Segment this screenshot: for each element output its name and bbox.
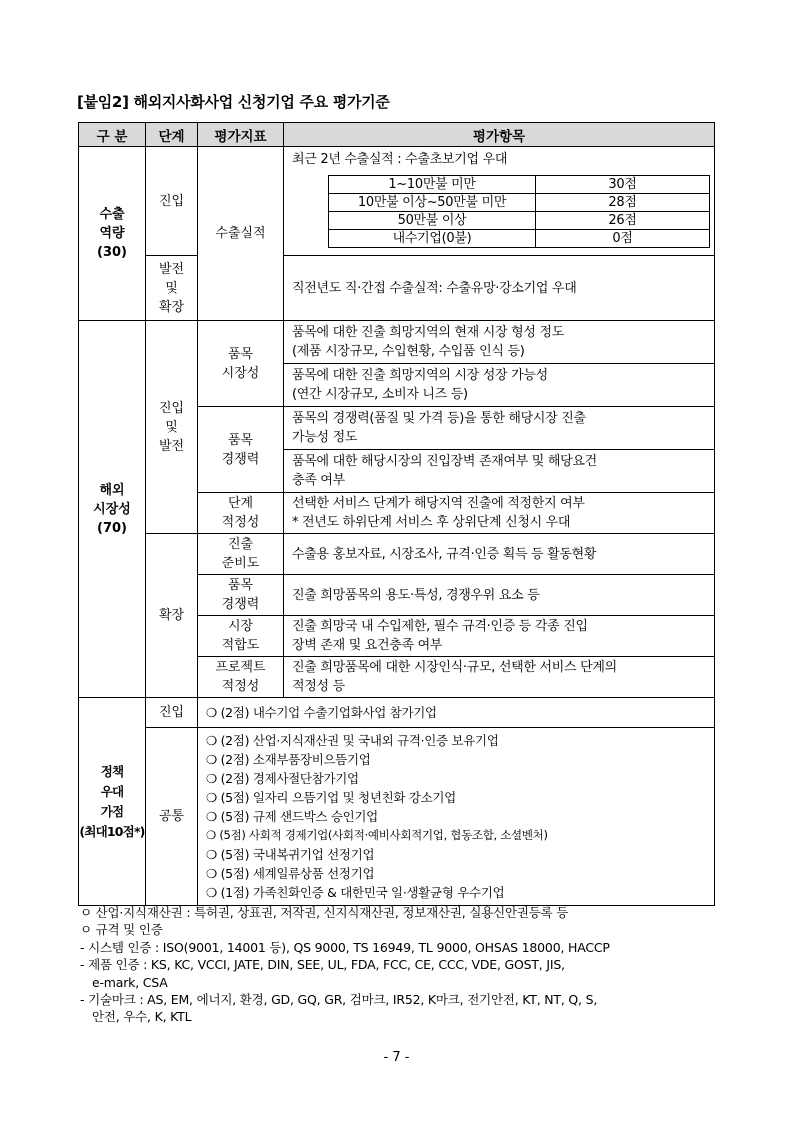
score-value: 30점 [536,176,710,194]
table-row [79,534,715,575]
category-policy-text: 정책 우대 가점 (최대10점*) [79,763,145,839]
note-product-cert-cont: e-mark, CSA [92,974,168,990]
indicator-item-competitiveness: 품목 경쟁력 [198,407,284,493]
indicator-market-fit: 시장 적합도 [198,616,284,657]
policy-item: ❍ (5점) 사회적 경제기업(사회적·예비사회적기업, 협동조합, 소셜벤처) [206,828,548,842]
table-row [79,728,715,906]
policy-item: ❍ (1점) 가족친화인증 & 대한민국 일·생활균형 우수기업 [206,885,505,900]
policy-item: ❍ (5점) 규제 샌드박스 승인기업 [206,809,378,824]
category-policy [79,698,146,906]
readiness-desc: 수출용 홍보자료, 시장조사, 규격·인증 획득 등 활동현황 [284,534,715,575]
header-stage: 단계 [146,123,198,147]
score-range: 1~10만불 미만 [329,176,536,194]
table-row [79,256,715,321]
export-score-table [328,175,710,248]
score-row [329,212,710,230]
indicator-stage-fit: 단계 적정성 [198,493,284,534]
header-items: 평가항목 [284,123,715,147]
export-entry-cell [284,147,715,256]
item-comp-2: 품목에 대한 해당시장의 진입장벽 존재여부 및 해당요건 충족 여부 [284,450,715,493]
table-row [79,147,715,256]
indicator-readiness: 진출 준비도 [198,534,284,575]
table-row [79,321,715,364]
stage-export-entry: 진입 [146,147,198,256]
table-row [79,698,715,728]
stage-policy-common: 공통 [146,728,198,906]
page-number: - 7 - [383,1050,410,1065]
policy-common-list [198,728,715,906]
header-category: 구 분 [79,123,146,147]
indicator-export-performance: 수출실적 [198,147,284,321]
score-row [329,230,710,248]
stage-export-growth: 발전 및 확장 [146,256,198,321]
note-tech-mark: - 기술마크 : AS, EM, 에너지, 환경, GD, GQ, GR, 검마크, IR52, K마크, 전기안전, KT, NT, Q, S, [80,992,598,1008]
item-comp-expand-desc: 진출 희망품목의 용도·특성, 경쟁우위 요소 등 [284,575,715,616]
score-range: 내수기업(0불) [329,230,536,248]
page-title: [붙임2] 해외지사화사업 신청기업 주요 평가기준 [77,93,390,111]
note-standards: ㅇ 규격 및 인증 [80,922,163,938]
policy-item: ❍ (2점) 경제사절단참가기업 [206,771,359,786]
item-market-2: 품목에 대한 진출 희망지역의 시장 성장 가능성 (연간 시장규모, 소비자 니즈 등) [284,364,715,407]
score-row [329,194,710,212]
export-growth-desc: 직전년도 직·간접 수출실적: 수출유망·강소기업 우대 [284,256,715,321]
score-value: 26점 [536,212,710,230]
note-system-cert: - 시스템 인증 : ISO(9001, 14001 등), QS 9000, TS 16949, TL 9000, OHSAS 18000, HACCP [80,939,610,955]
note-tech-mark-cont: 안전, 우수, K, KTL [92,1009,192,1025]
header-indicator: 평가지표 [198,123,284,147]
category-export: 수출 역량 (30) [79,147,146,321]
score-range: 50만불 이상 [329,212,536,230]
policy-entry-item: ❍ (2점) 내수기업 수출기업화사업 참가기업 [198,698,715,728]
score-row [329,176,710,194]
indicator-item-market: 품목 시장성 [198,321,284,407]
stage-fit-desc: 선택한 서비스 단계가 해당지역 진출에 적정한지 여부 * 전년도 하위단계 서비스 후 상위단계 신청시 우대 [284,493,715,534]
project-fit-desc: 진출 희망품목에 대한 시장인식·규모, 선택한 서비스 단계의 적정성 등 [284,657,715,698]
note-ip: ㅇ 산업·지식재산권 : 특허권, 상표권, 저작권, 신지식재산권, 정보재산권, 실용신안권등록 등 [80,905,569,920]
market-fit-desc: 진출 희망국 내 수입제한, 필수 규격·인증 등 각종 진입 장벽 존재 및 요건충족 여부 [284,616,715,657]
policy-item: ❍ (2점) 산업·지식재산권 및 국내외 규격·인증 보유기업 [206,733,499,748]
stage-policy-entry: 진입 [146,698,198,728]
score-range: 10만불 이상~50만불 미만 [329,194,536,212]
item-comp-1: 품목의 경쟁력(품질 및 가격 등)을 통한 해당시장 진출 가능성 정도 [284,407,715,450]
footnotes [80,904,720,1026]
stage-market-expand: 확장 [146,534,198,698]
policy-item: ❍ (5점) 일자리 으뜸기업 및 청년친화 강소기업 [206,790,456,805]
note-product-cert: - 제품 인증 : KS, KC, VCCI, JATE, DIN, SEE, UL, FDA, FCC, CE, CCC, VDE, GOST, JIS, [80,957,565,973]
policy-item: ❍ (5점) 국내복귀기업 선정기업 [206,847,375,862]
score-value: 28점 [536,194,710,212]
policy-item: ❍ (5점) 세계일류상품 선정기업 [206,866,375,881]
evaluation-criteria-table [78,122,715,906]
table-header-row [79,123,715,147]
policy-item: ❍ (2점) 소재부품장비으뜸기업 [206,752,371,767]
stage-market-entry: 진입 및 발전 [146,321,198,534]
indicator-item-competitiveness-2: 품목 경쟁력 [198,575,284,616]
category-market: 해외 시장성 (70) [79,321,146,698]
item-market-1: 품목에 대한 진출 희망지역의 현재 시장 형성 정도 (제품 시장규모, 수입현황, 수입품 인식 등) [284,321,715,364]
score-value: 0점 [536,230,710,248]
export-entry-desc: 최근 2년 수출실적 : 수출초보기업 우대 [292,152,508,167]
indicator-project-fit: 프로젝트 적정성 [198,657,284,698]
